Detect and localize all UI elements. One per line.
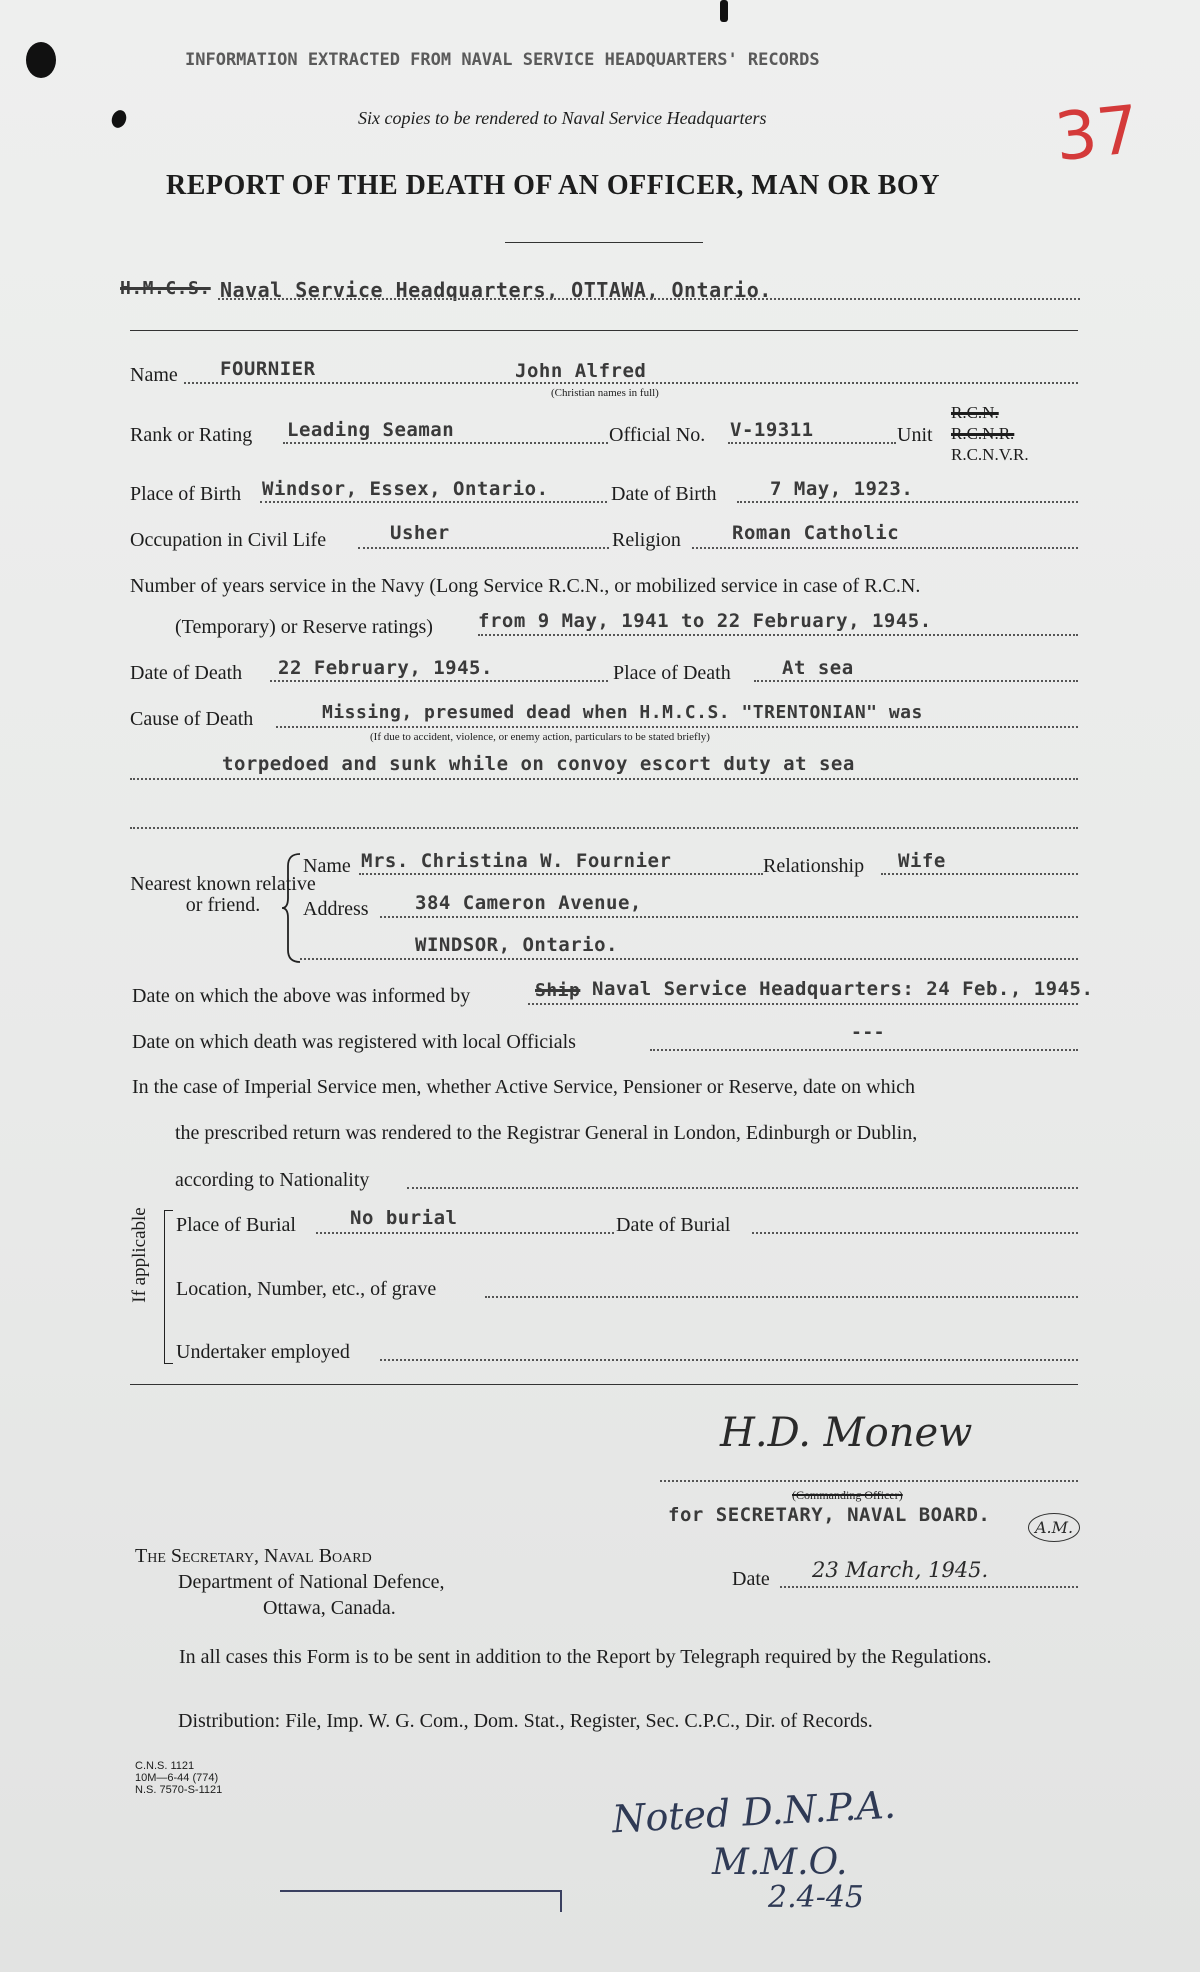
header-stamp-line: INFORMATION EXTRACTED FROM NAVAL SERVICE HEADQUARTERS' RECORDS [185,50,820,70]
cause-dots-2 [130,778,1078,780]
occupation-label: Occupation in Civil Life [130,529,327,551]
informed-dots [528,1003,1078,1005]
birth-place-value: Windsor, Essex, Ontario. [262,478,549,500]
signature: H.D. Monew [720,1410,973,1456]
service-value: from 9 May, 1941 to 22 February, 1945. [478,610,932,632]
official-no-dots [728,442,896,444]
address-dots-2 [300,958,1078,960]
birth-place-dots [260,501,607,503]
registered-dots [650,1049,1078,1051]
page-number: 37 [1051,90,1143,177]
death-place-label: Place of Death [613,662,731,684]
rank-label: Rank or Rating [130,424,253,446]
undertaker-label: Undertaker employed [176,1341,350,1363]
death-place-dots [754,680,1078,682]
unit-rcn: R.C.N. [951,403,999,422]
address-line1: 384 Cameron Avenue, [415,892,642,914]
sign-date-value: 23 March, 1945. [812,1558,989,1582]
death-date-label: Date of Death [130,662,243,684]
cause-dots-3 [130,827,1078,829]
footer-note: In all cases this Form is to be sent in addition to the Report by Telegraph required by the Regulations. [179,1646,992,1668]
address-block-line3: Ottawa, Canada. [263,1597,396,1619]
from-struck-text: H.M.C.S. [120,278,211,299]
birth-date-dots [737,501,1078,503]
religion-value: Roman Catholic [732,522,900,544]
from-dots [218,298,1080,300]
relationship-value: Wife [898,850,946,872]
occupation-value: Usher [390,522,450,544]
service-line2: (Temporary) or Reserve ratings) [175,616,433,638]
informed-label: Date on which the above was informed by [132,985,471,1007]
service-dots [478,634,1078,636]
birth-place-label: Place of Birth [130,483,242,505]
handwritten-note-line2: M.M.O. [712,1842,848,1883]
relative-name-value: Mrs. Christina W. Fournier [361,850,672,872]
sign-date-dots [780,1586,1078,1588]
address-block-line2: Department of National Defence, [178,1571,445,1593]
form-title: REPORT OF THE DEATH OF AN OFFICER, MAN OR BOY [166,170,940,201]
handwritten-note-line3: 2.4-45 [768,1880,865,1915]
death-date-dots [270,680,608,682]
from-rule [130,330,1078,331]
form-code-2: 10M—6-44 (774) [135,1772,219,1784]
registered-label: Date on which death was registered with local Officials [132,1031,576,1053]
rank-dots [283,442,608,444]
punch-hole [109,108,128,130]
surname-value: FOURNIER [220,358,316,380]
punch-hole [720,0,728,22]
burial-place-label: Place of Burial [176,1214,296,1236]
unit-options [951,402,1029,465]
cause-value-line1: Missing, presumed dead when H.M.C.S. "TRENTONIAN" was [322,702,923,723]
relationship-label: Relationship [763,855,865,877]
address-dots-1 [380,916,1078,918]
given-names-value: John Alfred [515,360,647,382]
punch-hole [26,42,56,78]
name-dots [184,382,1078,384]
address-block-line1: The Secretary, Naval Board [135,1545,372,1567]
signature-dots [660,1480,1078,1482]
imperial-line1: In the case of Imperial Service men, whether Active Service, Pensioner or Reserve, date on which [132,1076,916,1098]
form-code-3: N.S. 7570-S-1121 [135,1784,223,1796]
relative-brace [282,852,302,964]
handwritten-note-line1: Noted D.N.P.A. [611,1782,897,1842]
relative-side-label: Nearest known relative or friend. [130,873,316,916]
relative-name-label: Name [303,855,351,877]
form-codes [135,1760,222,1796]
informed-struck: Ship [535,980,581,1001]
religion-dots [692,547,1078,549]
informed-value: Naval Service Headquarters: 24 Feb., 1945. [592,978,1094,1000]
cause-note: (If due to accident, violence, or enemy action, particulars to be stated briefly) [370,731,710,743]
imperial-line3: according to Nationality [175,1169,370,1191]
cause-label: Cause of Death [130,708,254,730]
copies-note: Six copies to be rendered to Naval Service Headquarters [358,108,767,128]
cause-value-line2: torpedoed and sunk while on convoy escort duty at sea [222,753,855,775]
burial-bottom-rule [130,1384,1078,1385]
official-no-label: Official No. [609,424,706,446]
imperial-dots [407,1187,1078,1189]
bottom-ink-line [280,1890,562,1912]
sign-date-label: Date [732,1568,770,1590]
occupation-dots [358,547,609,549]
name-label: Name [130,364,178,386]
grave-location-label: Location, Number, etc., of grave [176,1278,437,1300]
initials: A.M. [1028,1513,1080,1542]
from-value: Naval Service Headquarters, OTTAWA, Ontario. [220,278,772,302]
burial-place-value: No burial [350,1207,458,1229]
unit-rcnr: R.C.N.R. [951,424,1015,443]
for-secretary-line: for SECRETARY, NAVAL BOARD. [668,1504,991,1526]
address-label: Address [303,898,369,920]
imperial-line2: the prescribed return was rendered to the Registrar General in London, Edinburgh or Dublin, [175,1122,918,1144]
unit-label: Unit [897,424,933,446]
relationship-dots [881,873,1078,875]
birth-date-label: Date of Birth [611,483,717,505]
grave-location-dots [485,1296,1078,1298]
from-struck [120,278,211,299]
religion-label: Religion [612,529,681,551]
title-underline [505,242,703,243]
relative-name-dots [359,873,763,875]
death-date-value: 22 February, 1945. [278,657,493,679]
form-code-1: C.N.S. 1121 [135,1760,195,1772]
service-line1: Number of years service in the Navy (Long Service R.C.N., or mobilized service in case of R.C.N. [130,575,921,597]
burial-date-label: Date of Burial [616,1214,731,1236]
distribution-line: Distribution: File, Imp. W. G. Com., Dom. Stat., Register, Sec. C.P.C., Dir. of Records. [178,1710,873,1732]
struck-title: (Commanding Officer) [792,1488,903,1502]
undertaker-dots [380,1359,1078,1361]
burial-bracket [164,1210,173,1364]
burial-date-dots [752,1232,1078,1234]
burial-place-dots [316,1232,614,1234]
burial-side-label: If applicable [129,1207,150,1303]
christian-names-note: (Christian names in full) [551,387,659,399]
birth-date-value: 7 May, 1923. [770,478,914,500]
unit-rcnvr: R.C.N.V.R. [951,445,1029,464]
official-no-value: V-19311 [730,419,814,441]
cause-dots [276,726,1078,728]
registered-value: --- [851,1022,886,1043]
death-place-value: At sea [782,657,854,679]
rank-value: Leading Seaman [287,419,455,441]
address-line2: WINDSOR, Ontario. [415,934,618,956]
